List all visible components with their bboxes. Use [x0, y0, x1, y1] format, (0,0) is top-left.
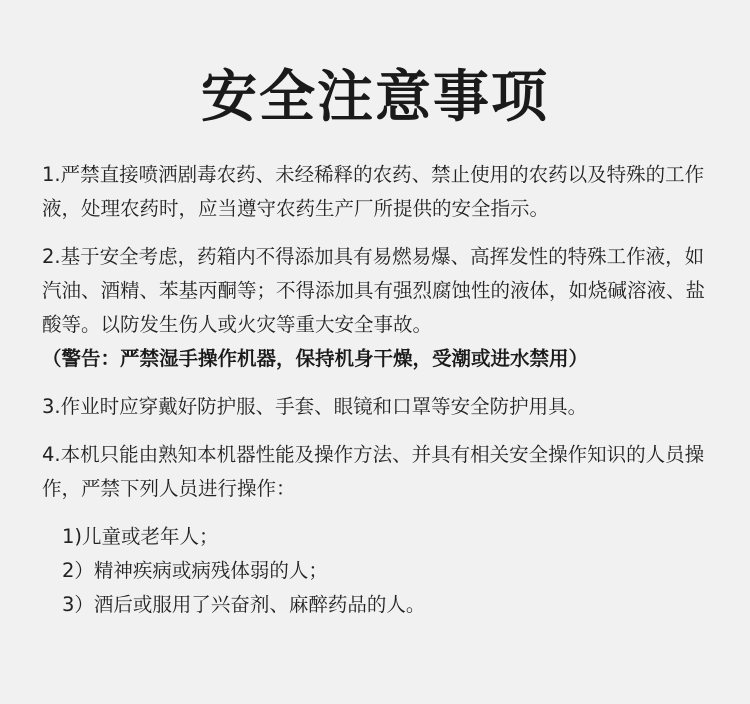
notice-item-4: 4.本机只能由熟知本机器性能及操作方法、并具有相关安全操作知识的人员操作，严禁下列人员进行操作：	[42, 443, 705, 500]
notice-item-1: 1.严禁直接喷洒剧毒农药、未经稀释的农药、禁止使用的农药以及特殊的工作液，处理农药时，应当遵守农药生产厂所提供的安全指示。	[42, 163, 705, 220]
list-item: 2）精神疾病或病残体弱的人；	[62, 559, 328, 582]
list-item: 3）酒后或服用了兴奋剂、麻醉药品的人。	[62, 593, 426, 616]
notice-item-3: 3.作业时应穿戴好防护服、手套、眼镜和口罩等安全防护用具。	[42, 395, 588, 418]
notice-item-2	[42, 240, 708, 376]
notice-content	[42, 158, 708, 622]
warning-text: （警告：严禁湿手操作机器，保持机身干燥，受潮或进水禁用）	[42, 347, 589, 370]
list-item: 1)儿童或老年人；	[62, 525, 219, 548]
restricted-persons-list	[42, 520, 708, 622]
page-title: 安全注意事项	[201, 65, 549, 130]
notice-item-2-text: 2.基于安全考虑，药箱内不得添加具有易燃易爆、高挥发性的特殊工作液，如汽油、酒精、苯基丙酮等；不得添加具有强烈腐蚀性的液体，如烧碱溶液、盐酸等。以防发生伤人或火灾等重大安全事故。	[42, 245, 706, 336]
